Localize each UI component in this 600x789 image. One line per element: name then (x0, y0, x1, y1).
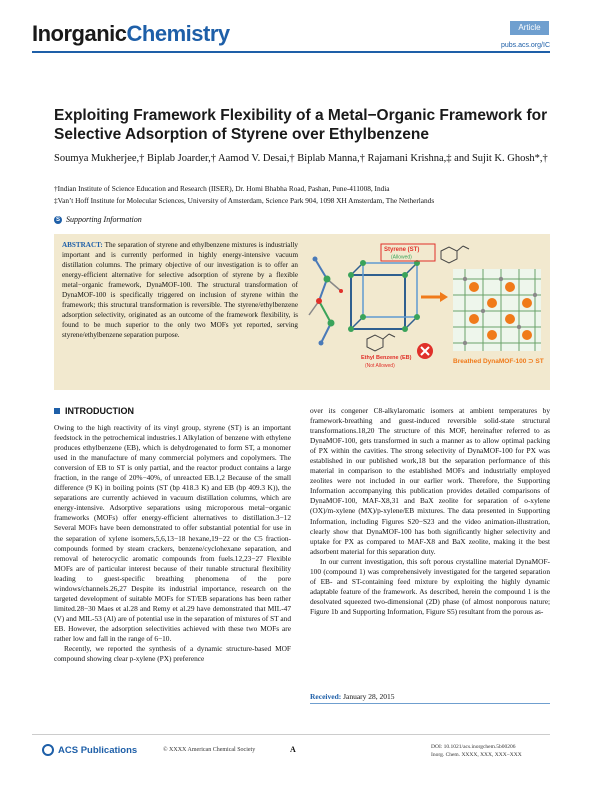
body-column-left (54, 423, 291, 664)
body-column-right (310, 406, 550, 617)
section-heading (54, 406, 134, 416)
affiliation-2: ‡Van’t Hoff Institute for Molecular Sciences, University of Amsterdam, Science Park 904, 1098 XH Amsterdam, The Netherlands (54, 196, 435, 205)
breathed-label: Breathed DynaMOF-100 ⊃ ST (453, 358, 544, 365)
copyright-notice: © XXXX American Chemical Society (163, 747, 256, 753)
paragraph: Owing to the high reactivity of its vinyl group, styrene (ST) is an important feedstock in the petrochemical industries.1 Alkylation of benzene with ethylene produces ethylbenzene (EB), which is dehydrogenated to form ST, a monomer used in the manufacture of many commercial polymers and copolymers. The conversion of EB to ST is only partial, and the reactor product contains a large fraction, in the range of 20%−40%, of unreacted EB.1,2 Because of the small difference (9 K) in boiling points (ST (bp 418.3 K) and EB (bp 409.3 K)), the separations are currently achieved in vacuum distillation columns, which are energy-intensive. Adsorptive separations using microporous metal−organic frameworks (MOFs) offer energy-efficient alternatives to distillation.3−12 Several MOFs have been demonstrated to offer substantial potential for use in the separation of xylene isomers,5,6,13−18 hexane,19−22 or the C5 fraction-compounds formed by steam crackers, benzene/cyclohexane separation, and removal of heterocyclic aromatic compounds from fuels.12,23−27 Flexible MOFs are of particular interest because of their tunable structural flexibility leading to guest-specific breathing phenomena of the pore windows/channels.26,27 Despite its industrial importance, research on the targeted development of suitable MOFs for ST/EB separations has been rather limited.28−30 Maes et al.28 and Remy et al.29 have demonstrated that MIL-47 (V) and MIL-53 (Al) are of potential use in the separation of mixtures of ST and EB. However, the adsorption selectivities achieved with these two MOFs are rather low and fall in the range of 6−10. (54, 423, 291, 643)
section-heading-label: INTRODUCTION (65, 406, 134, 416)
eb-label: Ethyl Benzene (EB) (361, 355, 412, 361)
journal-name-part1: Inorganic (32, 21, 127, 46)
eb-sub-label: (Not Allowed) (365, 363, 395, 369)
paragraph: In our current investigation, this soft porous crystalline material DynaMOF-100 (compound 1) was comprehensively investigated for the targeted separation of EB- and ST-containing feed mixture by exploiting the highly dynamic adaptable feature of the framework. As described, herein the compound 1 is the desolvated squeezed two-dimensional (2D) phase (of almost nonporous nature; Figure 1b and Supporting Information, Figure S5) resultant from the porous as- (310, 556, 550, 616)
publisher-name: ACS Publications (58, 744, 138, 756)
journal-url-link[interactable]: pubs.acs.org/IC (500, 42, 550, 49)
acs-logo-icon (42, 744, 54, 756)
paragraph: Recently, we reported the synthesis of a dynamic structure-based MOF compound showing clear p-xylene (PX) preference (54, 644, 291, 664)
styrene-sub-label: (Allowed) (391, 254, 412, 261)
supporting-info-label: Supporting Information (66, 215, 142, 224)
publisher-logo[interactable] (42, 744, 137, 756)
article-type-badge: Article (510, 21, 549, 35)
toc-graphic (305, 239, 545, 385)
doi-link[interactable]: DOI: 10.1021/acs.inorgchem.5b00206 (431, 744, 516, 750)
received-value: January 28, 2015 (343, 692, 395, 701)
framework-cube-graphic (348, 260, 420, 332)
received-label: Received: (310, 692, 342, 701)
reject-x-icon (417, 343, 433, 359)
affiliations (54, 183, 550, 207)
ethylbenzene-molecule-graphic (367, 334, 395, 351)
journal-name-part2: Chemistry (126, 21, 230, 46)
footer-divider (32, 734, 550, 735)
supporting-info-icon: S (55, 216, 60, 223)
styrene-label: Styrene (ST) (384, 247, 420, 253)
paragraph: over its congener C8-alkylaromatic isomers at ambient temperatures by framework-breathing and guest-induced reversible solid-state structural transformations.18,20 The structure of this MOF, hereinafter referred to as DynaMOF-100, gets transformed in such a manner as to allow optimal packing of PX within the cavities. The strong selectivity of DynaMOF-100 for PX was established in our published work,18 but the separation performance of this material in comparison to the established MOFs and industrially employed zeolites were not included in our earlier work. Therefore, the Supporting Information accompanying this publication provides detailed comparisons of DynaMOF-100, MAF-X8,31 and BaX zeolite for separation of o-xylene (OX)/m-xylene (MX)/p-xylene/EB mixtures. The data presented in Supporting Information, including Figures S20−S23 and the video animation-illustration, clearly show that DynaMOF-100 has both significantly higher selectivity and uptake for PX as compared to MAF-X8 and BaX zeolite, making it the best adsorbent material for this separation duty. (310, 406, 550, 556)
citation-line: Inorg. Chem. XXXX, XXX, XXX−XXX (431, 751, 522, 758)
author-list: Soumya Mukherjee,† Biplab Joarder,† Aamod V. Desai,† Biplab Manna,† Rajamani Krishna,‡ and Sujit K. Ghosh*,† (54, 153, 548, 164)
abstract-heading: ABSTRACT: (62, 241, 103, 249)
article-title: Exploiting Framework Flexibility of a Metal−Organic Framework for Selective Adsorption of Styrene over Ethylbenzene (54, 107, 548, 143)
abstract-body: The separation of styrene and ethylbenzene mixtures is industrially important and is currently performed in highly energy-intensive vacuum distillation columns. The primary objective of our investigation is to offer an energy-efficient alternative for selective adsorption of styrene by a flexible metal−organic framework, DynaMOF-100. The structural transformation of DynaMOF-100 is specifically triggered on inclusion of styrene within the framework; this structural transformation is reversible. The styrene/ethylbenzene adsorption selectivity, originated as an outcome of the framework flexibility, is found to be much superior to the only two MOFs yet reported, serving styrene/ethylbenzene separation purpose. (62, 241, 298, 340)
abstract-text (62, 240, 298, 340)
breathed-framework-graphic (453, 269, 541, 351)
styrene-molecule-graphic (441, 246, 469, 263)
ligand-structure-graphic (309, 257, 343, 346)
doi-block (431, 744, 551, 759)
page-number: A (290, 745, 296, 754)
received-date (310, 692, 550, 701)
received-divider (310, 703, 550, 704)
arrowhead-icon (440, 292, 448, 302)
supporting-info-link[interactable] (54, 215, 142, 224)
affiliation-1: †Indian Institute of Science Education and Research (IISER), Dr. Homi Bhabha Road, Pashan, Pune-411008, India (54, 184, 390, 193)
header-divider (32, 51, 550, 53)
journal-logo (32, 22, 230, 46)
section-marker-icon (54, 408, 60, 414)
